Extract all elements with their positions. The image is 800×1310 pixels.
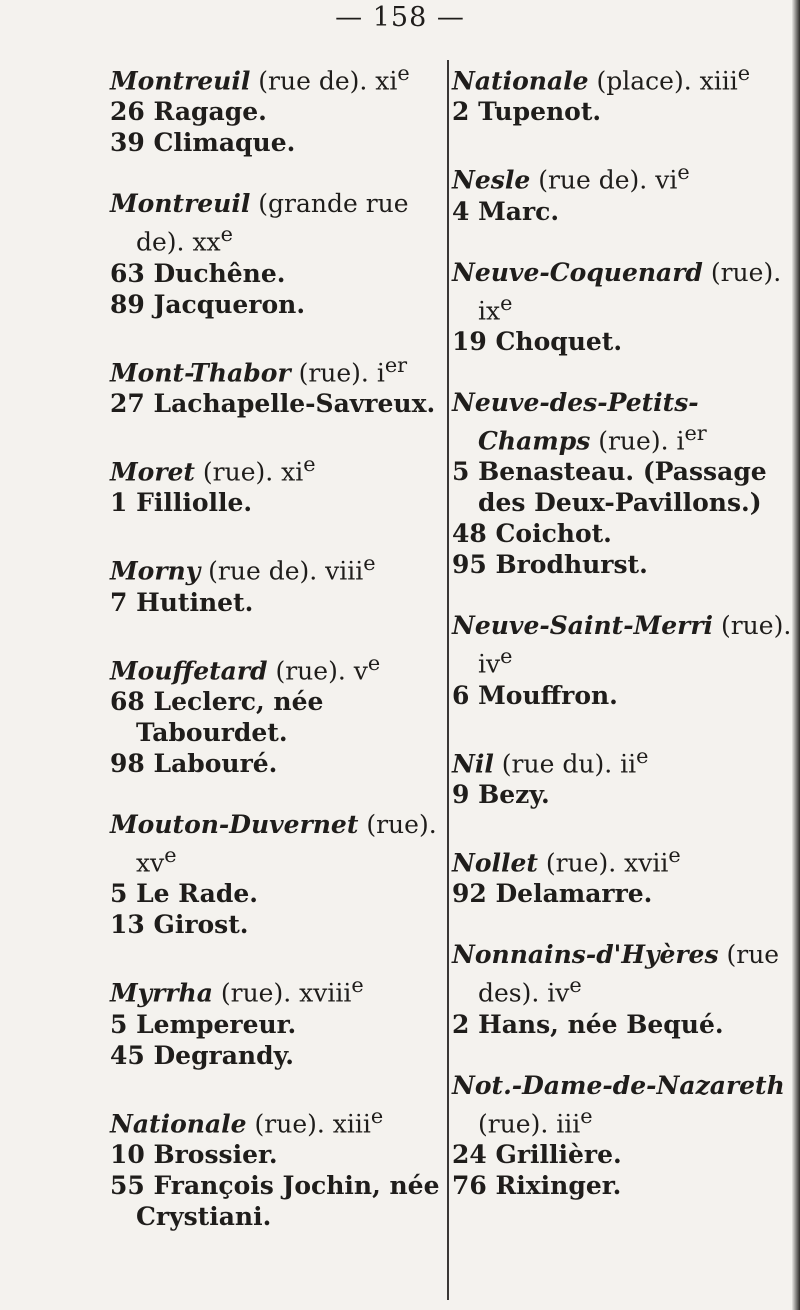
street-detail: (rue). iv <box>478 611 792 679</box>
arrondissement-suffix: e <box>303 451 316 476</box>
street-heading <box>452 387 797 456</box>
resident-entry: 63 Duchêne. <box>110 258 286 288</box>
arrondissement-suffix: e <box>636 743 649 768</box>
column-divider <box>447 60 449 1300</box>
street-heading <box>110 970 440 1008</box>
street-detail: (rue des). iv <box>478 940 780 1008</box>
street-heading <box>110 548 440 586</box>
resident-entry: 68 Leclerc, née Tabourdet. <box>110 686 324 747</box>
arrondissement-suffix: e <box>220 222 233 247</box>
arrondissement-suffix: e <box>500 290 513 315</box>
street-name: Neuve-Saint-Merri <box>452 611 714 641</box>
street-name: Mouffetard <box>110 655 268 685</box>
street-name: Montreuil <box>110 66 251 96</box>
street-name: Nesle <box>452 165 531 195</box>
arrondissement-suffix: e <box>351 973 364 998</box>
resident-entry: 45 Degrandy. <box>110 1040 294 1070</box>
street-heading <box>452 1070 797 1139</box>
arrondissement-suffix: e <box>363 551 376 576</box>
resident-entry: 19 Choquet. <box>452 326 623 356</box>
street-heading <box>452 939 797 1008</box>
arrondissement-suffix: e <box>737 61 751 85</box>
resident-entry: 6 Mouffron. <box>452 680 618 710</box>
resident-entry: 55 François Jochin, née Crystiani. <box>110 1170 440 1231</box>
street-name: Myrrha <box>110 978 213 1008</box>
street-name: Nationale <box>452 66 589 96</box>
street-detail: (rue). xv <box>136 809 437 878</box>
resident-entry: 2 Tupenot. <box>452 97 602 127</box>
street-detail: (rue). xi <box>194 457 304 487</box>
resident-entry: 89 Jacqueron. <box>110 289 306 319</box>
resident-entry: 9 Bezy. <box>452 779 550 809</box>
street-detail: (rue). xvii <box>537 848 669 878</box>
street-heading <box>452 610 797 679</box>
street-detail: (rue de). viii <box>200 556 364 586</box>
arrondissement-suffix: e <box>569 973 582 998</box>
resident-entry: 7 Hutinet. <box>110 587 254 617</box>
arrondissement-suffix: e <box>677 160 690 185</box>
left-column <box>110 58 440 1232</box>
street-name: Nationale <box>110 1108 247 1138</box>
street-detail: (rue). xiii <box>246 1108 371 1138</box>
resident-entry: 39 Climaque. <box>110 128 296 158</box>
arrondissement-suffix: e <box>164 842 177 867</box>
resident-entry: 13 Girost. <box>110 910 249 940</box>
resident-entry: 1 Filliolle. <box>110 488 253 518</box>
resident-entry: 2 Hans, née Bequé. <box>452 1009 724 1039</box>
street-detail: (rue). ix <box>478 257 782 325</box>
street-detail: (rue). i <box>290 357 385 387</box>
arrondissement-suffix: er <box>684 420 707 445</box>
street-heading <box>110 809 440 878</box>
street-detail: (grande rue de). xx <box>136 189 409 257</box>
street-heading <box>110 648 440 686</box>
page-number: — 158 — <box>335 2 465 33</box>
resident-entry: 24 Grillière. <box>452 1139 622 1169</box>
street-heading <box>452 741 797 779</box>
street-name: Nollet <box>452 848 538 878</box>
street-name: Nonnains-d'Hyères <box>452 940 719 970</box>
street-name: Morny <box>110 556 201 586</box>
street-name: Moret <box>110 457 195 487</box>
resident-entry: 5 Le Rade. <box>110 879 258 909</box>
street-detail: (rue du). ii <box>493 748 637 778</box>
resident-entry: 27 Lachapelle-Savreux. <box>110 388 436 418</box>
street-name: Mont-Thabor <box>110 357 291 387</box>
street-heading <box>452 157 797 195</box>
resident-entry: 76 Rixinger. <box>452 1170 622 1200</box>
street-name: Montreuil <box>110 189 251 219</box>
resident-entry: 98 Labouré. <box>110 748 278 778</box>
street-detail: (rue). xviii <box>212 978 352 1008</box>
street-heading <box>452 58 797 96</box>
arrondissement-suffix: e <box>500 644 513 669</box>
street-name: Nil <box>452 748 494 778</box>
arrondissement-suffix: e <box>367 650 381 675</box>
resident-entry: 5 Benasteau. (Passage des Deux-Pavillons.) <box>452 457 767 518</box>
resident-entry: 95 Brodhurst. <box>452 550 648 580</box>
arrondissement-suffix: e <box>397 61 410 85</box>
street-name: Not.-Dame-de-Nazareth <box>452 1070 785 1100</box>
street-heading <box>110 58 440 96</box>
street-detail: (rue de). xi <box>250 66 398 96</box>
resident-entry: 48 Coichot. <box>452 519 612 549</box>
street-heading <box>110 449 440 487</box>
street-detail: (rue). v <box>267 655 368 685</box>
street-name: Neuve-Coquenard <box>452 257 703 287</box>
arrondissement-suffix: e <box>668 842 681 867</box>
street-name: Neuve-des-Petits-Champs <box>452 387 699 456</box>
street-name: Mouton-Duvernet <box>110 809 359 839</box>
resident-entry: 92 Delamarre. <box>452 879 653 909</box>
street-heading <box>110 1101 440 1139</box>
street-detail: (rue de). vi <box>530 165 678 195</box>
street-heading <box>452 257 797 326</box>
street-heading <box>110 188 440 257</box>
resident-entry: 4 Marc. <box>452 196 560 226</box>
street-heading <box>110 350 440 388</box>
street-detail: (rue). i <box>590 426 685 456</box>
resident-entry: 10 Brossier. <box>110 1139 278 1169</box>
street-heading <box>452 840 797 878</box>
resident-entry: 5 Lempereur. <box>110 1009 297 1039</box>
street-detail: (rue). iii <box>478 1108 581 1138</box>
right-column <box>452 58 797 1201</box>
arrondissement-suffix: e <box>370 1103 384 1128</box>
resident-entry: 26 Ragage. <box>110 97 267 127</box>
arrondissement-suffix: e <box>580 1103 593 1128</box>
arrondissement-suffix: er <box>384 352 408 377</box>
street-detail: (place). xiii <box>588 66 738 96</box>
